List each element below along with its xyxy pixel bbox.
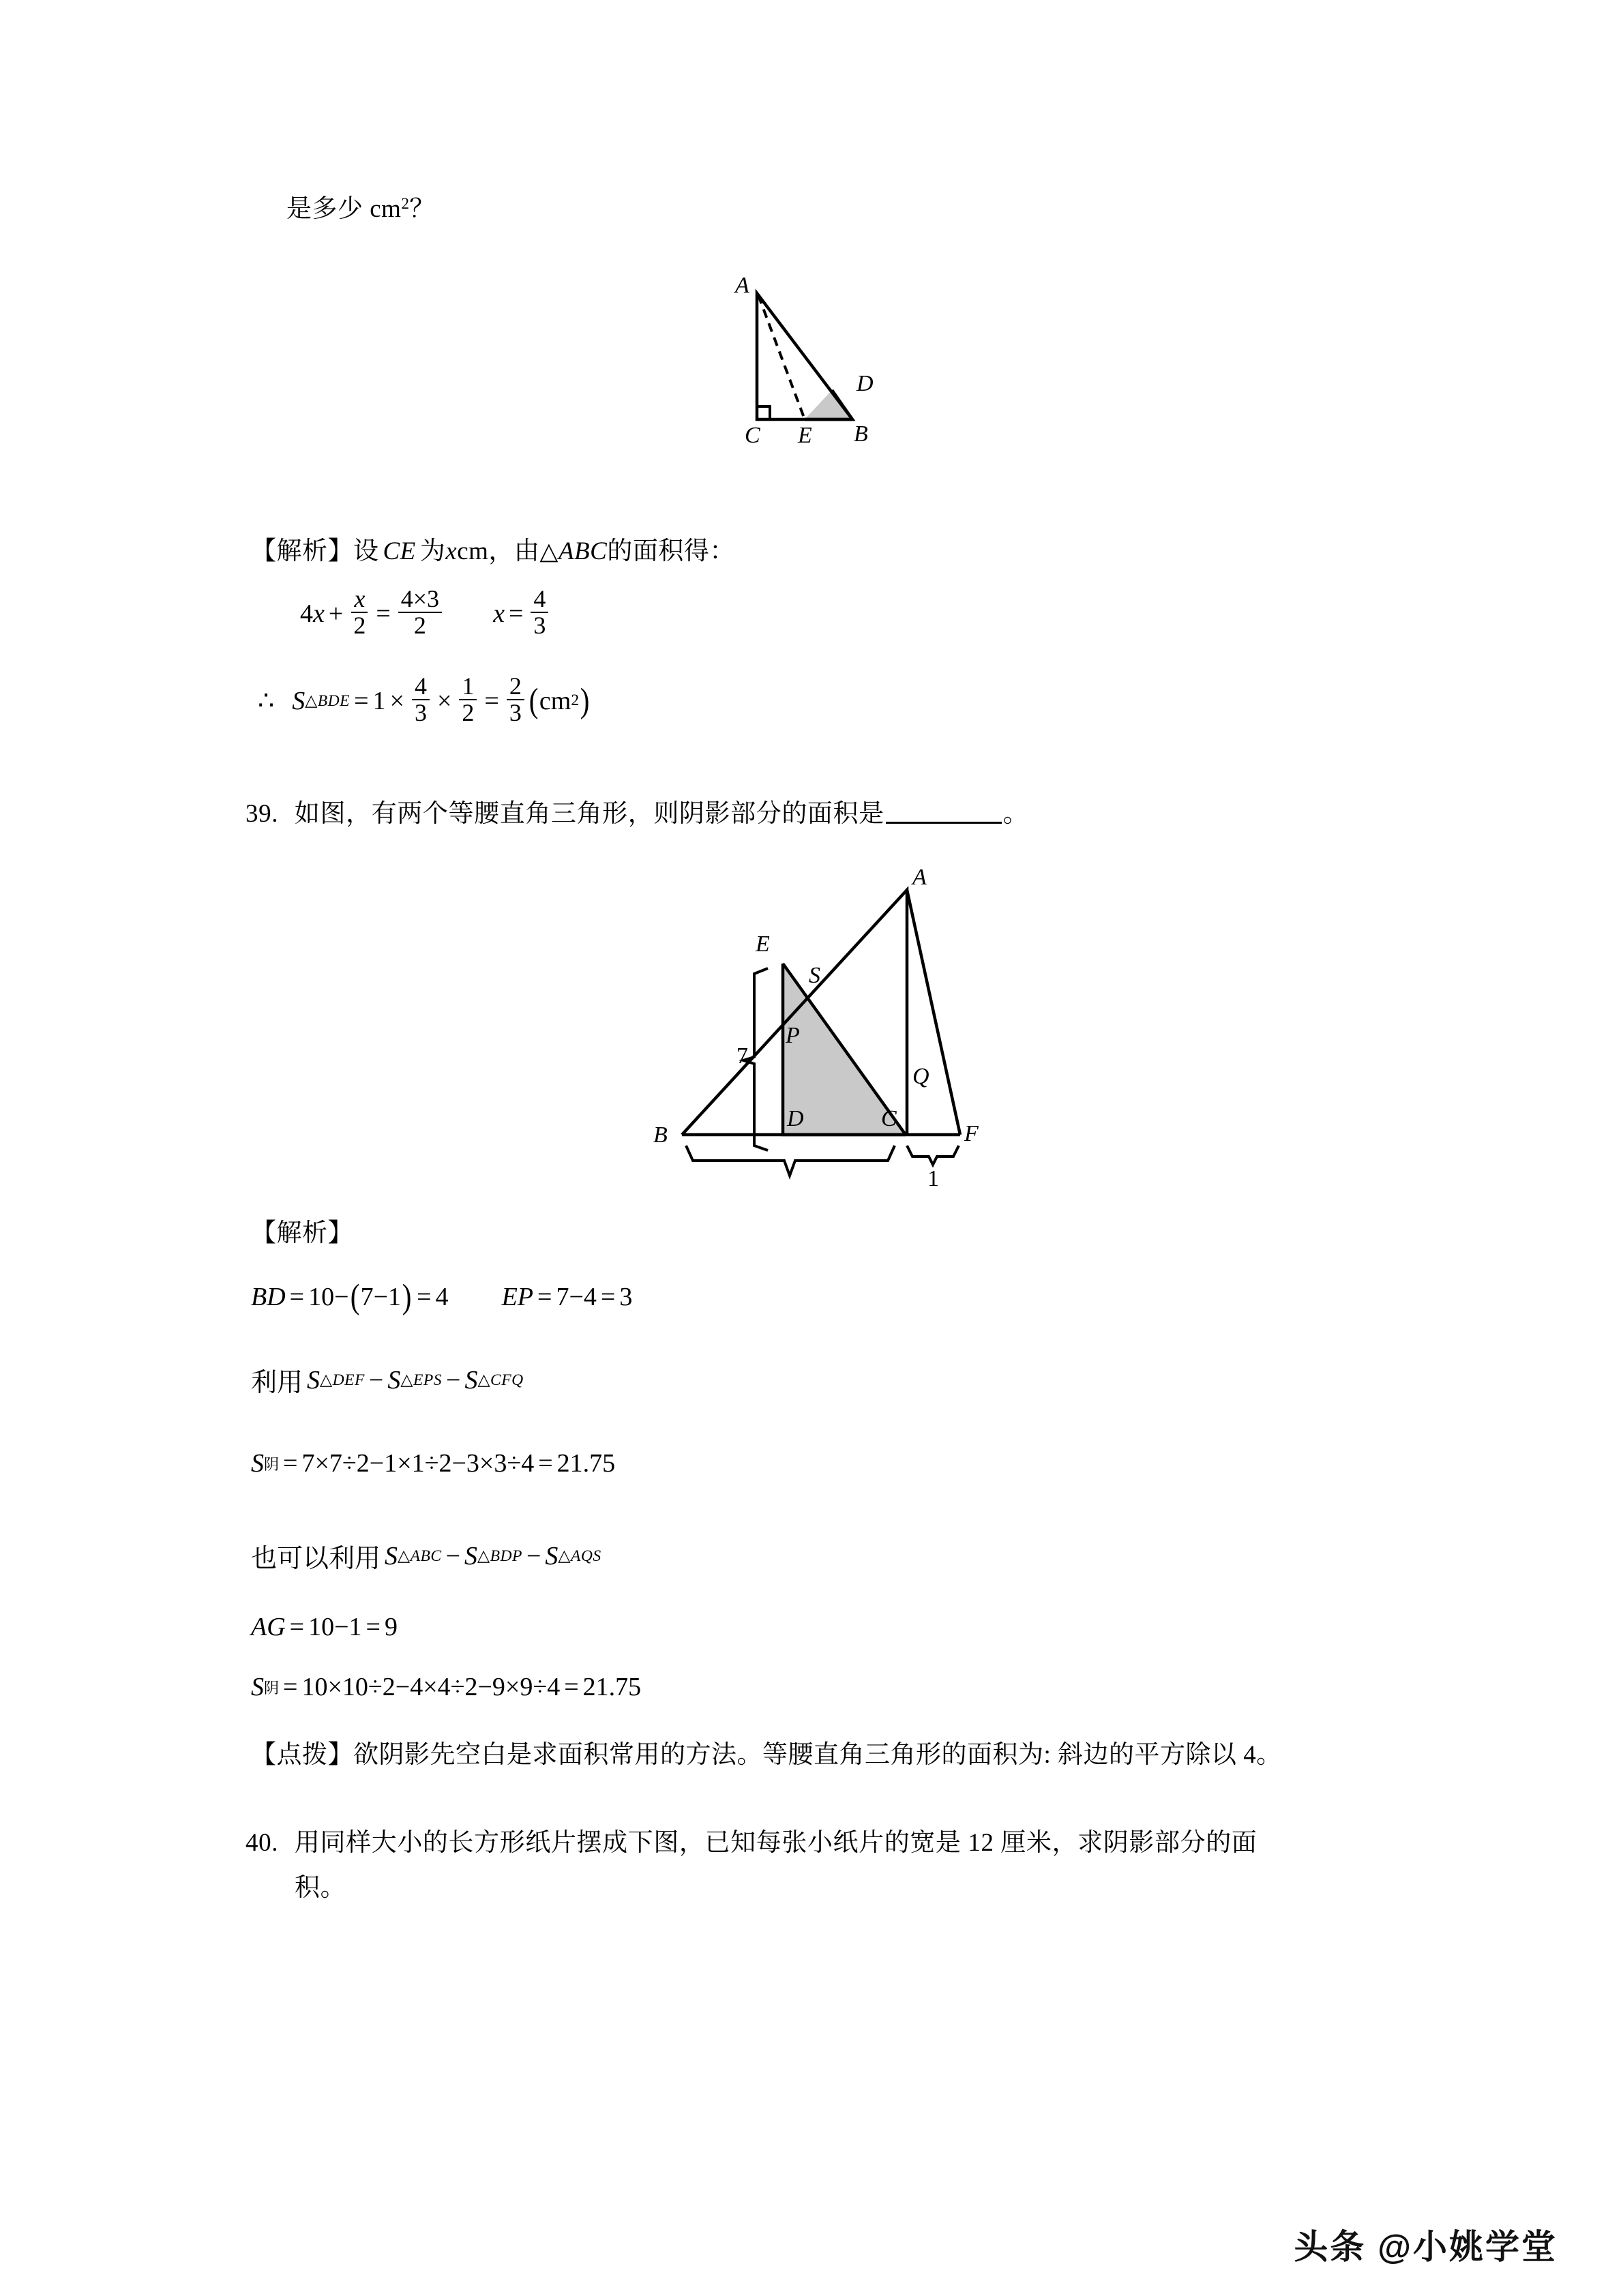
eq1-var: x xyxy=(313,599,325,628)
s39l2-s2-sub: △EPS xyxy=(400,1371,442,1389)
figure39-label-S: S xyxy=(809,963,820,988)
s39l6-equals-2: = xyxy=(564,1673,579,1701)
s39l4-minus-1: − xyxy=(445,1541,461,1570)
brace-bottom-long xyxy=(686,1146,895,1176)
figure39-label-B: B xyxy=(653,1122,668,1148)
eq2-times-1: × xyxy=(389,686,404,715)
solution38-tag: 【解析】 xyxy=(251,537,353,565)
solution39-line-2 xyxy=(251,1361,524,1399)
figure39-label-D: D xyxy=(787,1106,804,1131)
s39l5-result: 9 xyxy=(384,1613,398,1641)
s39l6-result: 21.75 xyxy=(582,1673,642,1701)
eq1-second-equals: = xyxy=(508,599,524,628)
figure39-svg xyxy=(634,852,989,1193)
s39l3-expr: 7×7÷2−1×1÷2−3×3÷4 xyxy=(301,1449,535,1478)
figure39-label-P: P xyxy=(786,1023,800,1048)
shaded-region-bde xyxy=(805,390,852,419)
eq2-unit-superscript: 2 xyxy=(571,691,580,710)
eq1-plus: + xyxy=(328,599,344,628)
footer-watermark: 头条 @小姚学堂 xyxy=(1294,2228,1558,2266)
right-angle-mark-c xyxy=(757,406,770,419)
figure38-label-C: C xyxy=(745,423,760,448)
s39l2-s1: S xyxy=(307,1365,321,1395)
s39l4-s2-sub: △BDP xyxy=(477,1547,522,1565)
figure39-dimension-7: 7 xyxy=(736,1043,748,1069)
s39l2-lead: 利用 xyxy=(251,1369,303,1397)
s39l6-s-sub: 阴 xyxy=(264,1679,280,1697)
question-40-line-2 xyxy=(295,1867,346,1910)
s39l1-equals-2: = xyxy=(417,1282,432,1311)
solution38-heading xyxy=(251,532,735,571)
s39l5-ag: AG xyxy=(251,1613,286,1641)
q38-tail-superscript: 2 xyxy=(401,195,410,213)
figure39-dimension-1: 1 xyxy=(927,1166,939,1191)
s39l6-expr: 10×10÷2−4×4÷2−9×9÷4 xyxy=(301,1673,561,1701)
s39l4-s1-sub: △ABC xyxy=(398,1547,442,1565)
eq2-paren-open: ( xyxy=(528,681,539,721)
brace-bottom-short-1 xyxy=(907,1146,959,1165)
s39l4-lead: 也可以利用 xyxy=(251,1545,381,1573)
question-39-text xyxy=(245,793,1028,836)
solution39-hint xyxy=(251,1735,1282,1774)
s39l4-s2: S xyxy=(464,1541,478,1570)
question-40-number xyxy=(245,1822,1257,1865)
figure39-label-A: A xyxy=(912,865,927,890)
solution38-triangle-symbol: △ xyxy=(539,538,559,565)
eq1-fraction-x-over-2 xyxy=(351,586,368,638)
solution39-heading xyxy=(251,1214,353,1253)
s39l2-minus-2: − xyxy=(446,1365,461,1395)
q39-body: 如图，有两个等腰直角三角形，则阴影部分的面积是 xyxy=(294,800,884,828)
s39l3-equals-2: = xyxy=(538,1449,553,1478)
q40-line-2: 积。 xyxy=(295,1874,346,1902)
s39l1-ep-equals: = xyxy=(537,1282,552,1311)
q38-tail-text xyxy=(286,190,435,228)
s39l1-result: 4 xyxy=(435,1282,449,1311)
eq2-s-subscript: △BDE xyxy=(305,692,351,711)
solution38-unknown: x xyxy=(445,537,458,565)
solution39-line-5 xyxy=(251,1612,398,1642)
eq2-equals-2: = xyxy=(484,686,499,715)
s39l2-s1-sub: △DEF xyxy=(320,1371,365,1389)
s39l6-s: S xyxy=(251,1673,264,1701)
solution38-tail: 的面积得： xyxy=(607,537,735,565)
solution39-line-1 xyxy=(251,1277,632,1317)
s39l1-equals: = xyxy=(289,1282,305,1311)
s39l1-bd: BD xyxy=(251,1282,286,1311)
eq2-f3-denominator: 3 xyxy=(509,698,522,726)
s39l2-minus-1: − xyxy=(368,1365,384,1395)
eq1-second-var: x xyxy=(493,599,505,628)
q40-line-1: 用同样大小的长方形纸片摆成下图，已知每张小纸片的宽是 12 厘米，求阴影部分的面 xyxy=(294,1829,1257,1857)
solution39-line-3 xyxy=(251,1448,615,1478)
q39-number: 39. xyxy=(245,800,279,828)
s39l4-minus-2: − xyxy=(526,1541,541,1570)
s39l1-ep: EP xyxy=(501,1282,534,1311)
s39l3-s-sub: 阴 xyxy=(264,1455,280,1473)
solution38-comma: ，由 xyxy=(488,537,540,565)
eq2-s-symbol: S xyxy=(292,686,306,715)
figure38-label-E: E xyxy=(798,423,812,448)
q40-number: 40. xyxy=(245,1829,279,1857)
s39l1-paren-open: ( xyxy=(350,1277,359,1316)
eq2-f1-denominator: 3 xyxy=(414,698,427,726)
s39l1-ep-result: 3 xyxy=(619,1282,633,1311)
figure38-label-A: A xyxy=(735,273,749,298)
eq2-paren-close: ) xyxy=(580,681,590,721)
s39l3-s: S xyxy=(251,1449,264,1478)
s39l3-equals: = xyxy=(283,1449,298,1478)
eq1-fraction-4-over-3 xyxy=(531,586,548,638)
s39l1-ep-expr: 7−4 xyxy=(556,1282,597,1311)
s39l1-expr: 10− xyxy=(308,1282,349,1311)
segment-af xyxy=(907,890,960,1135)
eq1-fraction-4x3-over-2 xyxy=(398,586,442,638)
figure39-label-E: E xyxy=(756,931,770,957)
s39l1-paren-close: ) xyxy=(402,1277,412,1316)
eq1-f1-denominator: 2 xyxy=(353,611,366,639)
figure39-label-Q: Q xyxy=(912,1064,929,1089)
eq2-fraction-2-over-3 xyxy=(507,674,524,725)
s39l4-s3: S xyxy=(545,1541,559,1570)
s39l5-expr: 10−1 xyxy=(308,1613,362,1641)
eq2-f3-numerator: 2 xyxy=(507,674,524,700)
solution38-equation-1 xyxy=(300,585,552,639)
eq2-equals: = xyxy=(354,686,369,715)
s39l5-equals-2: = xyxy=(366,1613,381,1641)
eq1-coef: 4 xyxy=(300,599,313,628)
figure38-label-B: B xyxy=(854,421,868,447)
eq2-therefore: ∴ xyxy=(258,687,275,716)
solution38-unit: cm xyxy=(457,537,489,565)
q39-answer-blank[interactable] xyxy=(886,822,1002,824)
eq1-f1-numerator: x xyxy=(351,586,368,613)
s39l1-ep-equals-2: = xyxy=(600,1282,616,1311)
q39-period: 。 xyxy=(1002,800,1029,828)
eq2-f1-numerator: 4 xyxy=(412,674,430,700)
eq1-equals: = xyxy=(376,599,391,628)
solution39-tag: 【解析】 xyxy=(251,1219,353,1247)
solution38-triangle-abc: ABC xyxy=(558,537,608,565)
eq2-f2-denominator: 2 xyxy=(462,698,475,726)
solution39-line-6 xyxy=(251,1672,641,1702)
s39l5-equals: = xyxy=(289,1613,305,1641)
s39l4-s1: S xyxy=(385,1541,398,1570)
figure38-label-D: D xyxy=(857,371,874,396)
q38-tail-qmark: ？ xyxy=(409,195,435,223)
s39l4-s3-sub: △AQS xyxy=(558,1547,601,1565)
eq1-f2-numerator: 4×3 xyxy=(398,586,442,613)
q38-tail-label: 是多少 cm xyxy=(286,195,402,223)
s39l2-s3: S xyxy=(464,1365,478,1395)
eq2-one: 1 xyxy=(372,686,386,715)
figure39-label-F: F xyxy=(964,1121,979,1146)
s39l3-result: 21.75 xyxy=(556,1449,616,1478)
eq2-unit: cm xyxy=(539,686,571,715)
solution38-equation-2 xyxy=(258,672,591,726)
figure39-label-C: C xyxy=(881,1106,897,1131)
dashed-segment-ae xyxy=(758,295,805,419)
eq1-f3-numerator: 4 xyxy=(531,586,548,613)
figure-two-isosceles-triangles-39 xyxy=(634,852,989,1193)
s39l2-s2: S xyxy=(387,1365,401,1395)
figure-triangle-abc-38 xyxy=(696,273,914,477)
s39l6-equals: = xyxy=(283,1673,298,1701)
hint-tag: 【点拨】 xyxy=(251,1741,353,1769)
eq2-times-2: × xyxy=(436,686,452,715)
hint-text: 欲阴影先空白是求面积常用的方法。等腰直角三角形的面积为: 斜边的平方除以 4。 xyxy=(353,1741,1282,1769)
solution38-for: 为 xyxy=(419,537,446,565)
s39l1-inner: 7−1 xyxy=(360,1282,402,1311)
eq2-fraction-1-over-2 xyxy=(459,674,477,725)
eq2-fraction-4-over-3 xyxy=(412,674,430,725)
eq1-f2-denominator: 2 xyxy=(413,611,426,639)
solution38-segment-ce: CE xyxy=(383,537,416,565)
solution38-lead: 设 xyxy=(353,537,379,565)
eq1-f3-denominator: 3 xyxy=(533,611,546,639)
s39l2-s3-sub: △CFQ xyxy=(477,1371,524,1389)
solution39-line-4 xyxy=(251,1537,601,1575)
eq2-f2-numerator: 1 xyxy=(459,674,477,700)
